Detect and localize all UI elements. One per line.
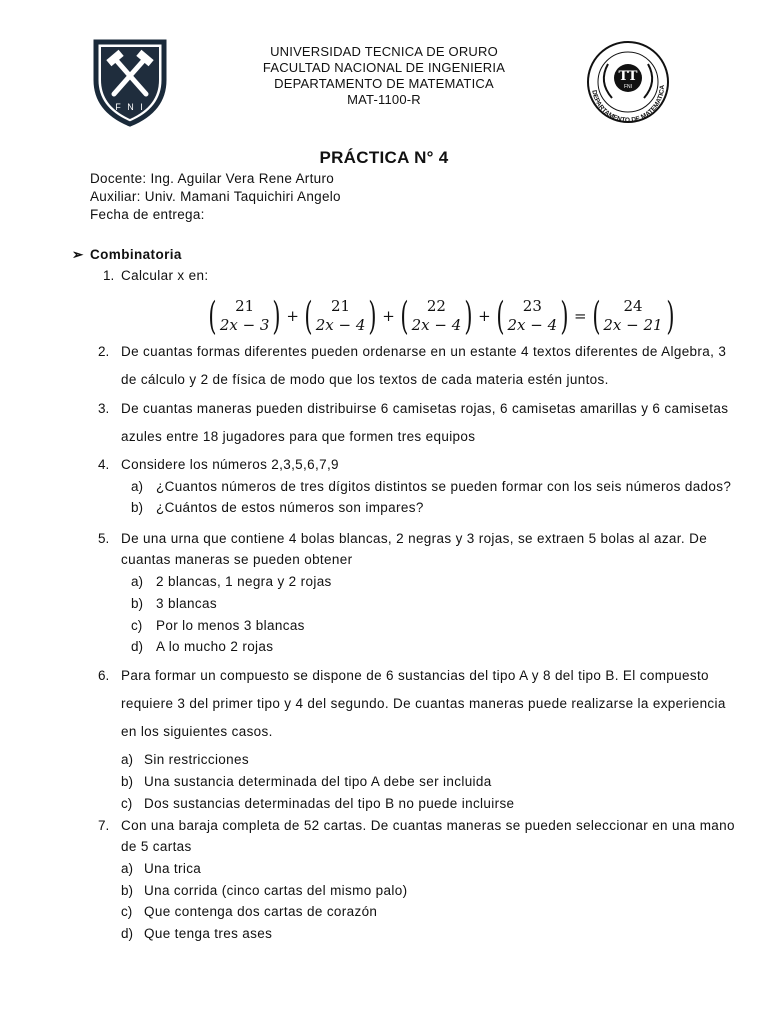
problem-5d-label: d): [131, 639, 144, 654]
problem-5b-label: b): [131, 596, 144, 611]
problem-7-line-1: Con una baraja completa de 52 cartas. De cuantas maneras se pueden seleccionar en una mano: [121, 818, 735, 833]
problem-6-number: 6.: [98, 668, 110, 683]
fecha-entrega-line: Fecha de entrega:: [90, 207, 205, 222]
docente-line: Docente: Ing. Aguilar Vera Rene Arturo: [90, 171, 335, 186]
problem-2-line-1: De cuantas formas diferentes pueden ordenarse en un estante 4 textos diferentes de Algebra, 3: [121, 344, 727, 359]
problem-6b-label: b): [121, 774, 134, 789]
problem-6c-label: c): [121, 796, 133, 811]
svg-text:F N I: F N I: [115, 102, 145, 112]
page-title: PRÁCTICA N° 4: [319, 148, 449, 167]
section-title: Combinatoria: [90, 247, 182, 262]
problem-5b-text: 3 blancas: [156, 596, 217, 611]
plus-sign: +: [478, 307, 491, 325]
problem-4-text: Considere los números 2,3,5,6,7,9: [121, 457, 339, 472]
problem-7b-text: Una corrida (cinco cartas del mismo palo): [144, 883, 408, 898]
document-meta: [90, 170, 341, 224]
problem-7-number: 7.: [98, 818, 110, 833]
problem-3-line-1: De cuantas maneras pueden distribuirse 6 camisetas rojas, 6 camisetas amarillas y 6 camisetas: [121, 401, 729, 416]
problem-6-line-3: en los siguientes casos.: [121, 724, 273, 739]
problem-6a-label: a): [121, 752, 134, 767]
svg-text:DEPARTAMENTO DE MATEMATICA: DEPARTAMENTO DE MATEMATICA: [590, 84, 667, 125]
problem-7-line-2: de 5 cartas: [121, 839, 192, 854]
auxiliar-line: Auxiliar: Univ. Mamani Taquichiri Angelo: [90, 189, 341, 204]
binomial-term: ( 21 2x − 3 ): [208, 294, 281, 338]
problem-7a-text: Una trica: [144, 861, 202, 876]
problem-7c-label: c): [121, 904, 133, 919]
problem-2-number: 2.: [98, 344, 110, 359]
problem-7b-label: b): [121, 883, 134, 898]
problem-3-number: 3.: [98, 401, 110, 416]
binomial-term: ( 21 2x − 4 ): [304, 294, 377, 338]
binomial-term: ( 24 2x − 21 ): [591, 294, 675, 338]
problem-2-line-2: de cálculo y 2 de física de modo que los textos de cada materia estén juntos.: [121, 372, 609, 387]
header-university: UNIVERSIDAD TECNICA DE ORURO: [270, 44, 498, 59]
problem-7a-label: a): [121, 861, 134, 876]
binomial-term: ( 23 2x − 4 ): [496, 294, 569, 338]
problem-3-line-2: azules entre 18 jugadores para que formen tres equipos: [121, 429, 476, 444]
fni-shield-logo-icon: [90, 36, 170, 128]
problem-7d-label: d): [121, 926, 134, 941]
problem-6-line-2: requiere 3 del primer tipo y 4 del segundo. De cuantas maneras puede realizarse la experiencia: [121, 696, 726, 711]
equals-sign: =: [573, 307, 587, 325]
problem-6b-text: Una sustancia determinada del tipo A debe ser incluida: [144, 774, 492, 789]
problem-5c-text: Por lo menos 3 blancas: [156, 618, 305, 633]
svg-text:TT: TT: [618, 69, 638, 84]
departamento-matematica-seal-icon: [578, 36, 678, 136]
problem-5c-label: c): [131, 618, 143, 633]
problem-1-number: 1.: [103, 268, 115, 283]
problem-1-text: Calcular x en:: [121, 268, 209, 283]
problem-5a-text: 2 blancas, 1 negra y 2 rojas: [156, 574, 332, 589]
problem-7c-text: Que contenga dos cartas de corazón: [144, 904, 378, 919]
problem-7d-text: Que tenga tres ases: [144, 926, 273, 941]
header-faculty: FACULTAD NACIONAL DE INGENIERIA: [262, 60, 506, 75]
plus-sign: +: [382, 307, 395, 325]
problem-5-line-2: cuantas maneras se pueden obtener: [121, 552, 353, 567]
problem-5d-text: A lo mucho 2 rojas: [156, 639, 274, 654]
header-department: DEPARTAMENTO DE MATEMATICA: [274, 76, 494, 91]
problem-6c-text: Dos sustancias determinadas del tipo B no puede incluirse: [144, 796, 515, 811]
problem-6a-text: Sin restricciones: [144, 752, 249, 767]
binomial-term: ( 22 2x − 4 ): [400, 294, 473, 338]
institution-header: [230, 44, 538, 108]
problem-4a-label: a): [131, 479, 144, 494]
problem-5a-label: a): [131, 574, 144, 589]
problem-6-line-1: Para formar un compuesto se dispone de 6 sustancias del tipo A y 8 del tipo B. El compuesto: [121, 668, 709, 683]
binomial-equation: [205, 294, 677, 338]
problem-5-line-1: De una urna que contiene 4 bolas blancas, 2 negras y 3 rojas, se extraen 5 bolas al azar. De: [121, 531, 708, 546]
problem-4-number: 4.: [98, 457, 110, 472]
problem-4a-text: ¿Cuantos números de tres dígitos distintos se pueden formar con los seis números dados?: [156, 479, 732, 494]
arrow-bullet-icon: ➢: [72, 247, 84, 262]
section-heading: [72, 247, 182, 263]
header-course-code: MAT-1100-R: [347, 92, 421, 107]
problem-4b-text: ¿Cuántos de estos números son impares?: [156, 500, 424, 515]
plus-sign: +: [286, 307, 299, 325]
problem-5-number: 5.: [98, 531, 110, 546]
svg-text:FNI: FNI: [623, 84, 633, 90]
problem-4b-label: b): [131, 500, 144, 515]
